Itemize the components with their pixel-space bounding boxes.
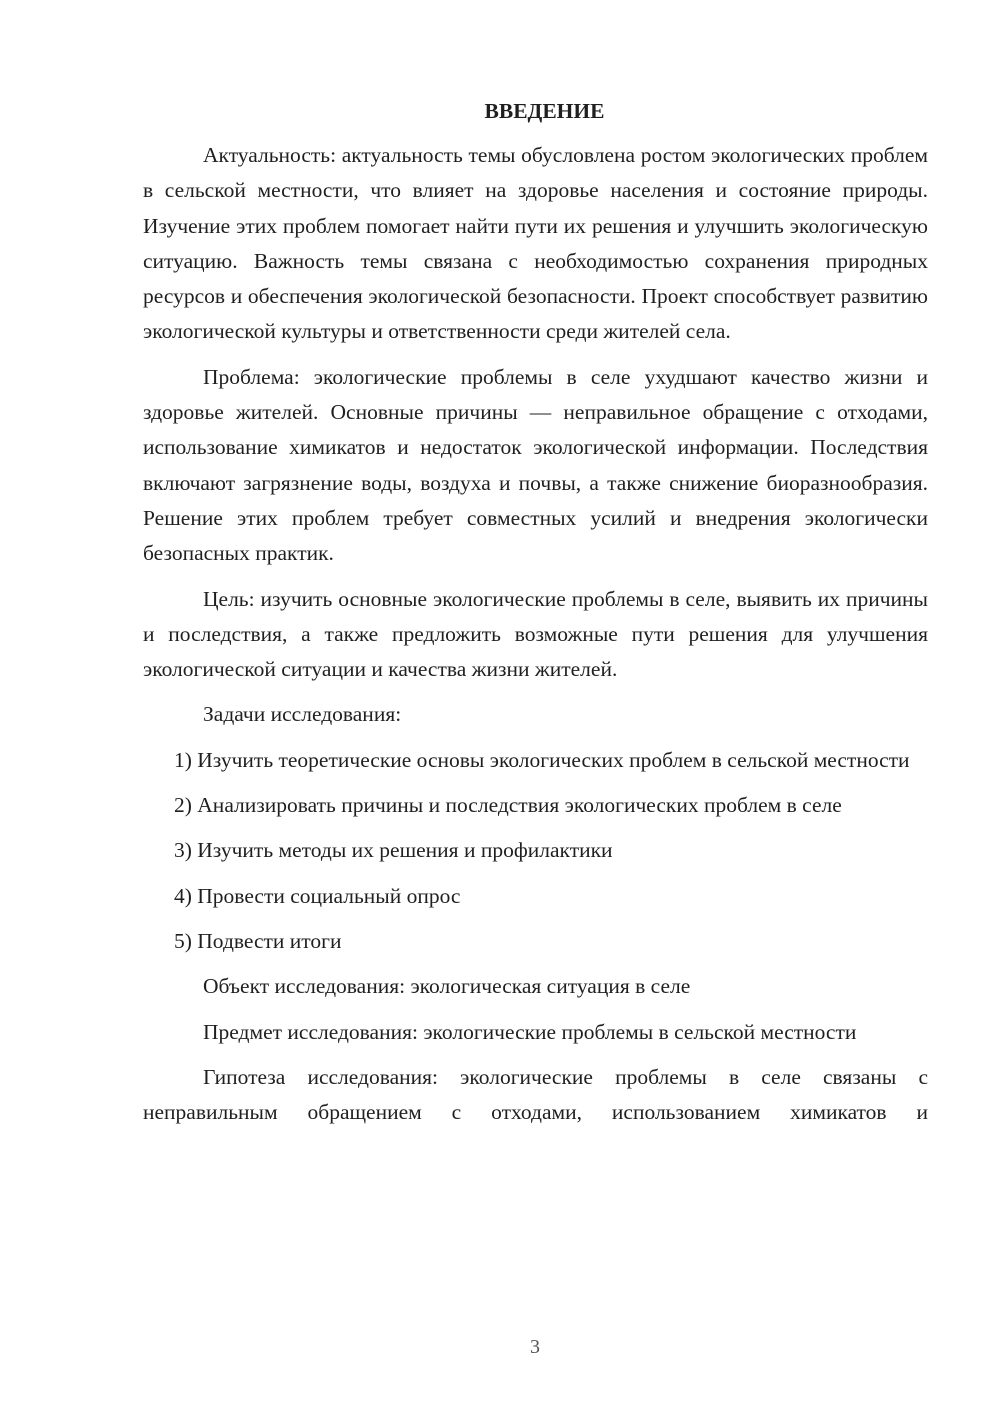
paragraph-relevance: Актуальность: актуальность темы обусловлена ростом экологических проблем в сельской местности, что влияет на здоровье населения и состояние природы. Изучение этих проблем помогает найти пути их решения и улучшить экологическую ситуацию. Важность темы связана с необходимостью сохранения природных ресурсов и обеспечения экологической безопасности. Проект способствует развитию экологической культуры и ответственности среди жителей села.	[143, 143, 928, 344]
paragraph-subject: Предмет исследования: экологические проблемы в сельской местности	[203, 1019, 857, 1044]
task-item-1: 1) Изучить теоретические основы экологических проблем в сельской местности	[174, 747, 910, 772]
paragraph-goal: Цель: изучить основные экологические проблемы в селе, выявить их причины и последствия, а также предложить возможные пути решения для улучшения экологической ситуации и качества жизни жителей.	[143, 586, 928, 682]
section-heading: ВВЕДЕНИЕ	[484, 99, 605, 123]
task-item-5: 5) Подвести итоги	[174, 928, 342, 953]
page-content	[143, 96, 928, 1140]
page-number: 3	[530, 1336, 540, 1358]
tasks-title: Задачи исследования:	[203, 702, 402, 727]
task-item-2: 2) Анализировать причины и последствия экологических проблем в селе	[174, 793, 842, 818]
paragraph-problem: Проблема: экологические проблемы в селе ухудшают качество жизни и здоровье жителей. Основные причины — неправильное обращение с отходами, использование химикатов и недостаток экологической информации. Последствия включают загрязнение воды, воздуха и почвы, а также снижение биоразнообразия. Решение этих проблем требует совместных усилий и внедрения экологически безопасных практик.	[143, 364, 928, 566]
paragraph-hypothesis: Гипотеза исследования: экологические проблемы в селе связаны с неправильным обращением с отходами, использованием химикатов и	[143, 1064, 928, 1125]
task-item-4: 4) Провести социальный опрос	[174, 883, 461, 908]
paragraph-object: Объект исследования: экологическая ситуация в селе	[203, 974, 691, 999]
task-item-3: 3) Изучить методы их решения и профилактики	[174, 838, 613, 863]
